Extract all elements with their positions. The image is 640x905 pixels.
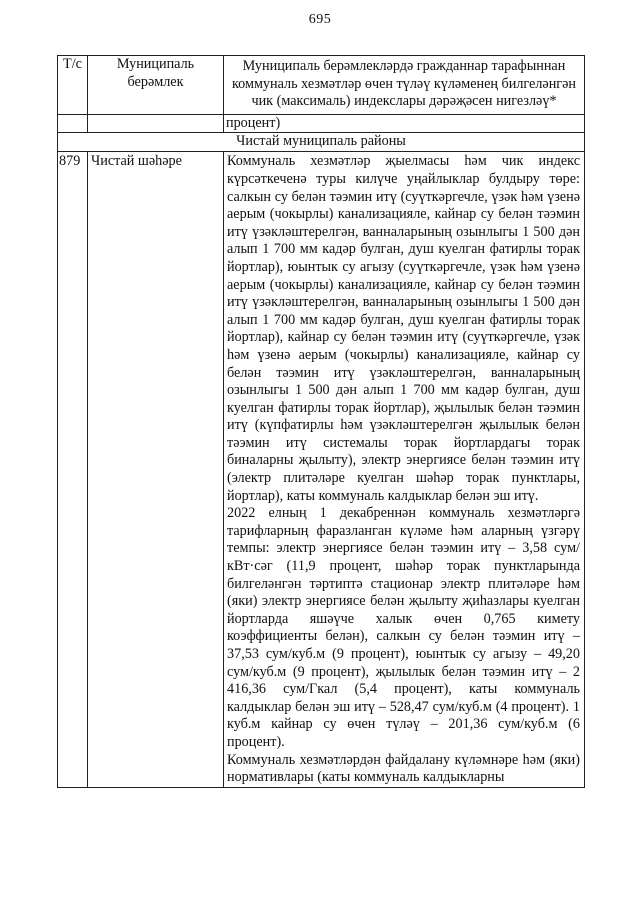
continuation-empty-name [88,114,224,133]
header-municipality: Муниципаль берәмлек [88,56,224,115]
table-row [58,152,585,787]
district-row [58,133,585,152]
page-number: 695 [308,12,332,27]
continuation-row [58,114,585,133]
table-header-row [58,56,585,115]
row-municipality-name: Чистай шәһәре [88,152,224,787]
header-index: Муниципаль берәмлекләрдә гражданнар тарафыннан коммуналь хезмәтләр өчен түләү күләменең билгеләнгән чик (максималь) индекслары дәрәҗәсен нигезләү* [224,56,585,115]
description-paragraph-1: Коммуналь хезмәтләр җыелмасы һәм чик индекс күрсәткеченә туры килүче уңайлыклар булдыру төре: салкын су белән тәэмин итү (суүткәргечле, үзәк һәм үзенә аерым (чокырлы) канализацияле, кайнар су белән тәэмин итү үзәкләштерелгән, ванналарының озынлыгы 1 500 дән алып 1 700 мм кадәр булган, душ куелган фатирлы торак йортлар), юынтык су агызу (суүткәргечле, үзәк һәм үзенә аерым (чокырлы) канализацияле, кайнар су белән тәэмин итү үзәкләштерелгән, ванналарының озынлыгы 1 500 дән алып 1 700 мм кадәр булган, душ куелган фатирлы торак йортлар), кайнар су белән тәэмин итү (суүткәргечле, үзәк һәм үзенә аерым (чокырлы) канализацияле, кайнар су белән тәэмин итү үзәкләштерелгән, ванналарының озынлыгы 1 500 дән алып 1 700 мм кадәр булган, душ куелган фатирлы торак йортлар), җылылык белән тәэмин итү (күпфатирлы һәм үзәкләштерелгән җылылык белән тәэмин итү системалы торак йортлардагы торак биналарны җылыту), электр энергиясе белән тәэмин итү (электр плитәләре куелган шәһәр торак пунктлары, йортлар), каты коммуналь калдыклар белән эш итү. [227,153,580,504]
description-paragraph-3: Коммуналь хезмәтләрдән файдалану күләмнәре һәм (яки) нормативлары (каты коммуналь калдыкларны [227,751,580,786]
tariff-table [57,55,585,788]
row-description [224,152,585,787]
description-paragraph-2: 2022 елның 1 декабреннән коммуналь хезмәтләргә тарифларның фаразланган күләме һәм аларның үзгәрү темпы: электр энергиясе белән тәэмин итү – 3,58 сум/кВт·сәг (11,9 процент, шәһәр торак пунктларында билгеләнгән тәртиптә стационар электр плитәләре һәм (яки) электр энергиясе белән җылыту җиһазлары куелган йортларда яшәүче халык өчен 0,765 кимету коэффициенты белән), салкын су белән тәэмин итү – 37,53 сум/куб.м (9 процент), юынтык су агызу – 49,20 сум/куб.м (9 процент), җылылык белән тәэмин итү – 2 416,36 сум/Гкал (5,4 процент), каты коммуналь калдыклар белән эш итү – 528,47 сум/куб.м (4 процент). 1 куб.м кайнар су өчен түләү – 201,36 сум/куб.м (6 процент). [227,505,580,750]
continuation-empty-num [58,114,88,133]
row-number: 879 [58,152,88,787]
header-num: Т/с [58,56,88,115]
district-title: Чистай муниципаль районы [58,133,585,152]
continuation-text: процент) [224,114,585,133]
